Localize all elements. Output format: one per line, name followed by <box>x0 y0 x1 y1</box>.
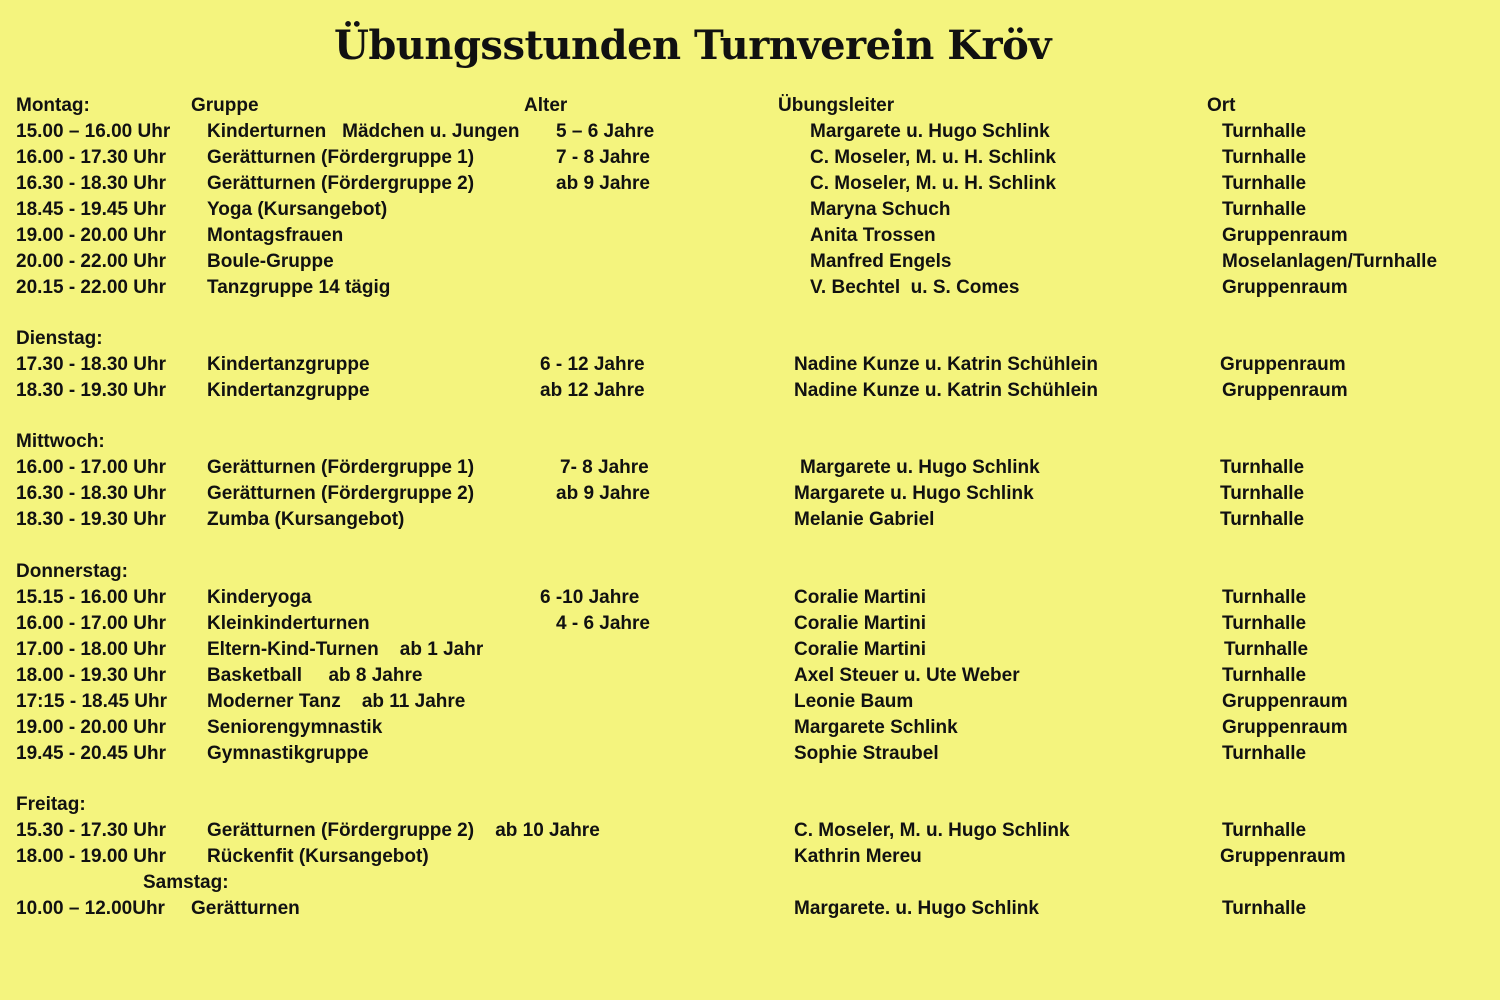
row-place: Gruppenraum <box>1222 225 1348 246</box>
row-time: 18.30 - 19.30 Uhr <box>16 509 166 530</box>
row-time: 18.45 - 19.45 Uhr <box>16 199 166 220</box>
row-leader: C. Moseler, M. u. H. Schlink <box>810 173 1056 194</box>
row-group: Boule-Gruppe <box>207 251 334 272</box>
row-group: Gerätturnen (Fördergruppe 2) ab 10 Jahre <box>207 820 600 841</box>
row-leader: Manfred Engels <box>810 251 952 272</box>
row-leader: Axel Steuer u. Ute Weber <box>794 665 1020 686</box>
day-label: Freitag: <box>16 794 86 815</box>
row-group: Kinderyoga <box>207 587 312 608</box>
row-group: Gerätturnen (Fördergruppe 2) <box>207 483 475 504</box>
row-group: Rückenfit (Kursangebot) <box>207 846 429 867</box>
table-row <box>0 354 1500 380</box>
row-place: Moselanlagen/Turnhalle <box>1222 251 1438 272</box>
table-row <box>0 691 1500 717</box>
table-row <box>0 587 1500 613</box>
row-place: Gruppenraum <box>1220 846 1346 867</box>
row-leader: Margarete u. Hugo Schlink <box>810 121 1050 142</box>
page-title: Übungsstunden Turnverein Kröv <box>333 22 1052 69</box>
row-group: Tanzgruppe 14 tägig <box>207 277 391 298</box>
header-row <box>0 95 1500 121</box>
row-time: 16.00 - 17.00 Uhr <box>16 613 166 634</box>
row-leader: Coralie Martini <box>794 639 926 660</box>
row-place: Turnhalle <box>1222 173 1307 194</box>
row-time: 19.45 - 20.45 Uhr <box>16 743 166 764</box>
row-leader: V. Bechtel u. S. Comes <box>810 277 1020 298</box>
table-row <box>0 380 1500 406</box>
row-time: 10.00 – 12.00Uhr <box>16 898 165 919</box>
table-row <box>0 509 1500 535</box>
table-row <box>0 147 1500 173</box>
row-group: Kindertanzgruppe <box>207 354 370 375</box>
day-heading-samstag <box>0 872 1500 898</box>
table-row <box>0 173 1500 199</box>
row-leader: Coralie Martini <box>794 587 926 608</box>
row-leader: Margarete. u. Hugo Schlink <box>794 898 1039 919</box>
row-group: Gerätturnen (Fördergruppe 2) <box>207 173 475 194</box>
table-row <box>0 613 1500 639</box>
row-time: 18.30 - 19.30 Uhr <box>16 380 166 401</box>
row-group: Eltern-Kind-Turnen ab 1 Jahr <box>207 639 484 660</box>
row-time: 16.00 - 17.30 Uhr <box>16 147 166 168</box>
row-group: Yoga (Kursangebot) <box>207 199 388 220</box>
row-leader: Leonie Baum <box>794 691 914 712</box>
header-place: Ort <box>1207 95 1236 116</box>
row-group: Montagsfrauen <box>207 225 344 246</box>
row-age: ab 12 Jahre <box>540 380 645 401</box>
row-place: Gruppenraum <box>1222 691 1348 712</box>
row-leader: C. Moseler, M. u. Hugo Schlink <box>794 820 1070 841</box>
row-place: Turnhalle <box>1222 898 1307 919</box>
table-row <box>0 846 1500 872</box>
row-time: 17.30 - 18.30 Uhr <box>16 354 166 375</box>
header-age: Alter <box>524 95 568 116</box>
row-time: 19.00 - 20.00 Uhr <box>16 225 166 246</box>
row-leader: Anita Trossen <box>810 225 936 246</box>
row-place: Turnhalle <box>1220 457 1305 478</box>
row-group: Basketball ab 8 Jahre <box>207 665 423 686</box>
row-leader: Sophie Straubel <box>794 743 939 764</box>
table-row <box>0 898 1500 924</box>
row-place: Turnhalle <box>1222 665 1307 686</box>
table-row <box>0 743 1500 769</box>
row-time: 20.00 - 22.00 Uhr <box>16 251 166 272</box>
header-group: Gruppe <box>191 95 259 116</box>
day-label: Mittwoch: <box>16 431 105 452</box>
row-leader: Melanie Gabriel <box>794 509 935 530</box>
table-row <box>0 665 1500 691</box>
day-heading-donnerstag <box>0 561 1500 587</box>
row-leader: Kathrin Mereu <box>794 846 922 867</box>
day-label: Samstag: <box>143 872 229 893</box>
row-leader: Nadine Kunze u. Katrin Schühlein <box>794 354 1099 375</box>
table-row <box>0 820 1500 846</box>
row-place: Turnhalle <box>1220 509 1305 530</box>
row-place: Turnhalle <box>1222 743 1307 764</box>
row-place: Gruppenraum <box>1222 717 1348 738</box>
row-time: 16.30 - 18.30 Uhr <box>16 173 166 194</box>
row-time: 17.00 - 18.00 Uhr <box>16 639 166 660</box>
row-group: Gerätturnen (Fördergruppe 1) <box>207 457 475 478</box>
row-time: 18.00 - 19.00 Uhr <box>16 846 166 867</box>
row-age: 6 - 12 Jahre <box>540 354 645 375</box>
row-place: Gruppenraum <box>1222 380 1348 401</box>
row-leader: Margarete u. Hugo Schlink <box>794 483 1034 504</box>
row-time: 16.30 - 18.30 Uhr <box>16 483 166 504</box>
row-time: 17:15 - 18.45 Uhr <box>16 691 168 712</box>
table-row <box>0 483 1500 509</box>
table-row <box>0 639 1500 665</box>
row-group: Kinderturnen Mädchen u. Jungen <box>207 121 520 142</box>
row-group: Gymnastikgruppe <box>207 743 369 764</box>
row-group: Kindertanzgruppe <box>207 380 370 401</box>
row-age: 7- 8 Jahre <box>560 457 649 478</box>
row-leader: Nadine Kunze u. Katrin Schühlein <box>794 380 1099 401</box>
day-heading-mittwoch <box>0 431 1500 457</box>
row-time: 19.00 - 20.00 Uhr <box>16 717 166 738</box>
row-group: Zumba (Kursangebot) <box>207 509 405 530</box>
row-leader: Margarete u. Hugo Schlink <box>800 457 1040 478</box>
header-day: Montag: <box>16 95 90 116</box>
row-group: Gerätturnen (Fördergruppe 1) <box>207 147 475 168</box>
table-row <box>0 277 1500 303</box>
row-age: 7 - 8 Jahre <box>556 147 650 168</box>
row-place: Turnhalle <box>1222 613 1307 634</box>
table-row <box>0 717 1500 743</box>
day-label: Donnerstag: <box>16 561 128 582</box>
row-time: 20.15 - 22.00 Uhr <box>16 277 166 298</box>
row-place: Gruppenraum <box>1222 277 1348 298</box>
day-heading-dienstag <box>0 328 1500 354</box>
table-row <box>0 199 1500 225</box>
row-age: 5 – 6 Jahre <box>556 121 655 142</box>
row-place: Turnhalle <box>1222 199 1307 220</box>
row-leader: Maryna Schuch <box>810 199 951 220</box>
row-place: Turnhalle <box>1222 121 1307 142</box>
row-group: Kleinkinderturnen <box>207 613 370 634</box>
row-place: Turnhalle <box>1224 639 1309 660</box>
row-place: Turnhalle <box>1220 483 1305 504</box>
row-leader: Coralie Martini <box>794 613 926 634</box>
row-leader: Margarete Schlink <box>794 717 958 738</box>
row-place: Turnhalle <box>1222 147 1307 168</box>
row-group: Moderner Tanz ab 11 Jahre <box>207 691 466 712</box>
row-age: 6 -10 Jahre <box>540 587 640 608</box>
day-label: Dienstag: <box>16 328 103 349</box>
row-age: ab 9 Jahre <box>556 173 650 194</box>
table-row <box>0 251 1500 277</box>
day-heading-freitag <box>0 794 1500 820</box>
row-time: 18.00 - 19.30 Uhr <box>16 665 166 686</box>
table-row <box>0 457 1500 483</box>
row-time: 15.30 - 17.30 Uhr <box>16 820 166 841</box>
row-time: 16.00 - 17.00 Uhr <box>16 457 166 478</box>
row-group: Gerätturnen <box>191 898 300 919</box>
row-place: Turnhalle <box>1222 587 1307 608</box>
row-leader: C. Moseler, M. u. H. Schlink <box>810 147 1056 168</box>
row-group: Seniorengymnastik <box>207 717 383 738</box>
header-leader: Übungsleiter <box>778 95 895 116</box>
row-age: ab 9 Jahre <box>556 483 650 504</box>
row-time: 15.15 - 16.00 Uhr <box>16 587 166 608</box>
row-age: 4 - 6 Jahre <box>556 613 650 634</box>
row-place: Gruppenraum <box>1220 354 1346 375</box>
table-row <box>0 225 1500 251</box>
row-time: 15.00 – 16.00 Uhr <box>16 121 171 142</box>
table-row <box>0 121 1500 147</box>
row-place: Turnhalle <box>1222 820 1307 841</box>
